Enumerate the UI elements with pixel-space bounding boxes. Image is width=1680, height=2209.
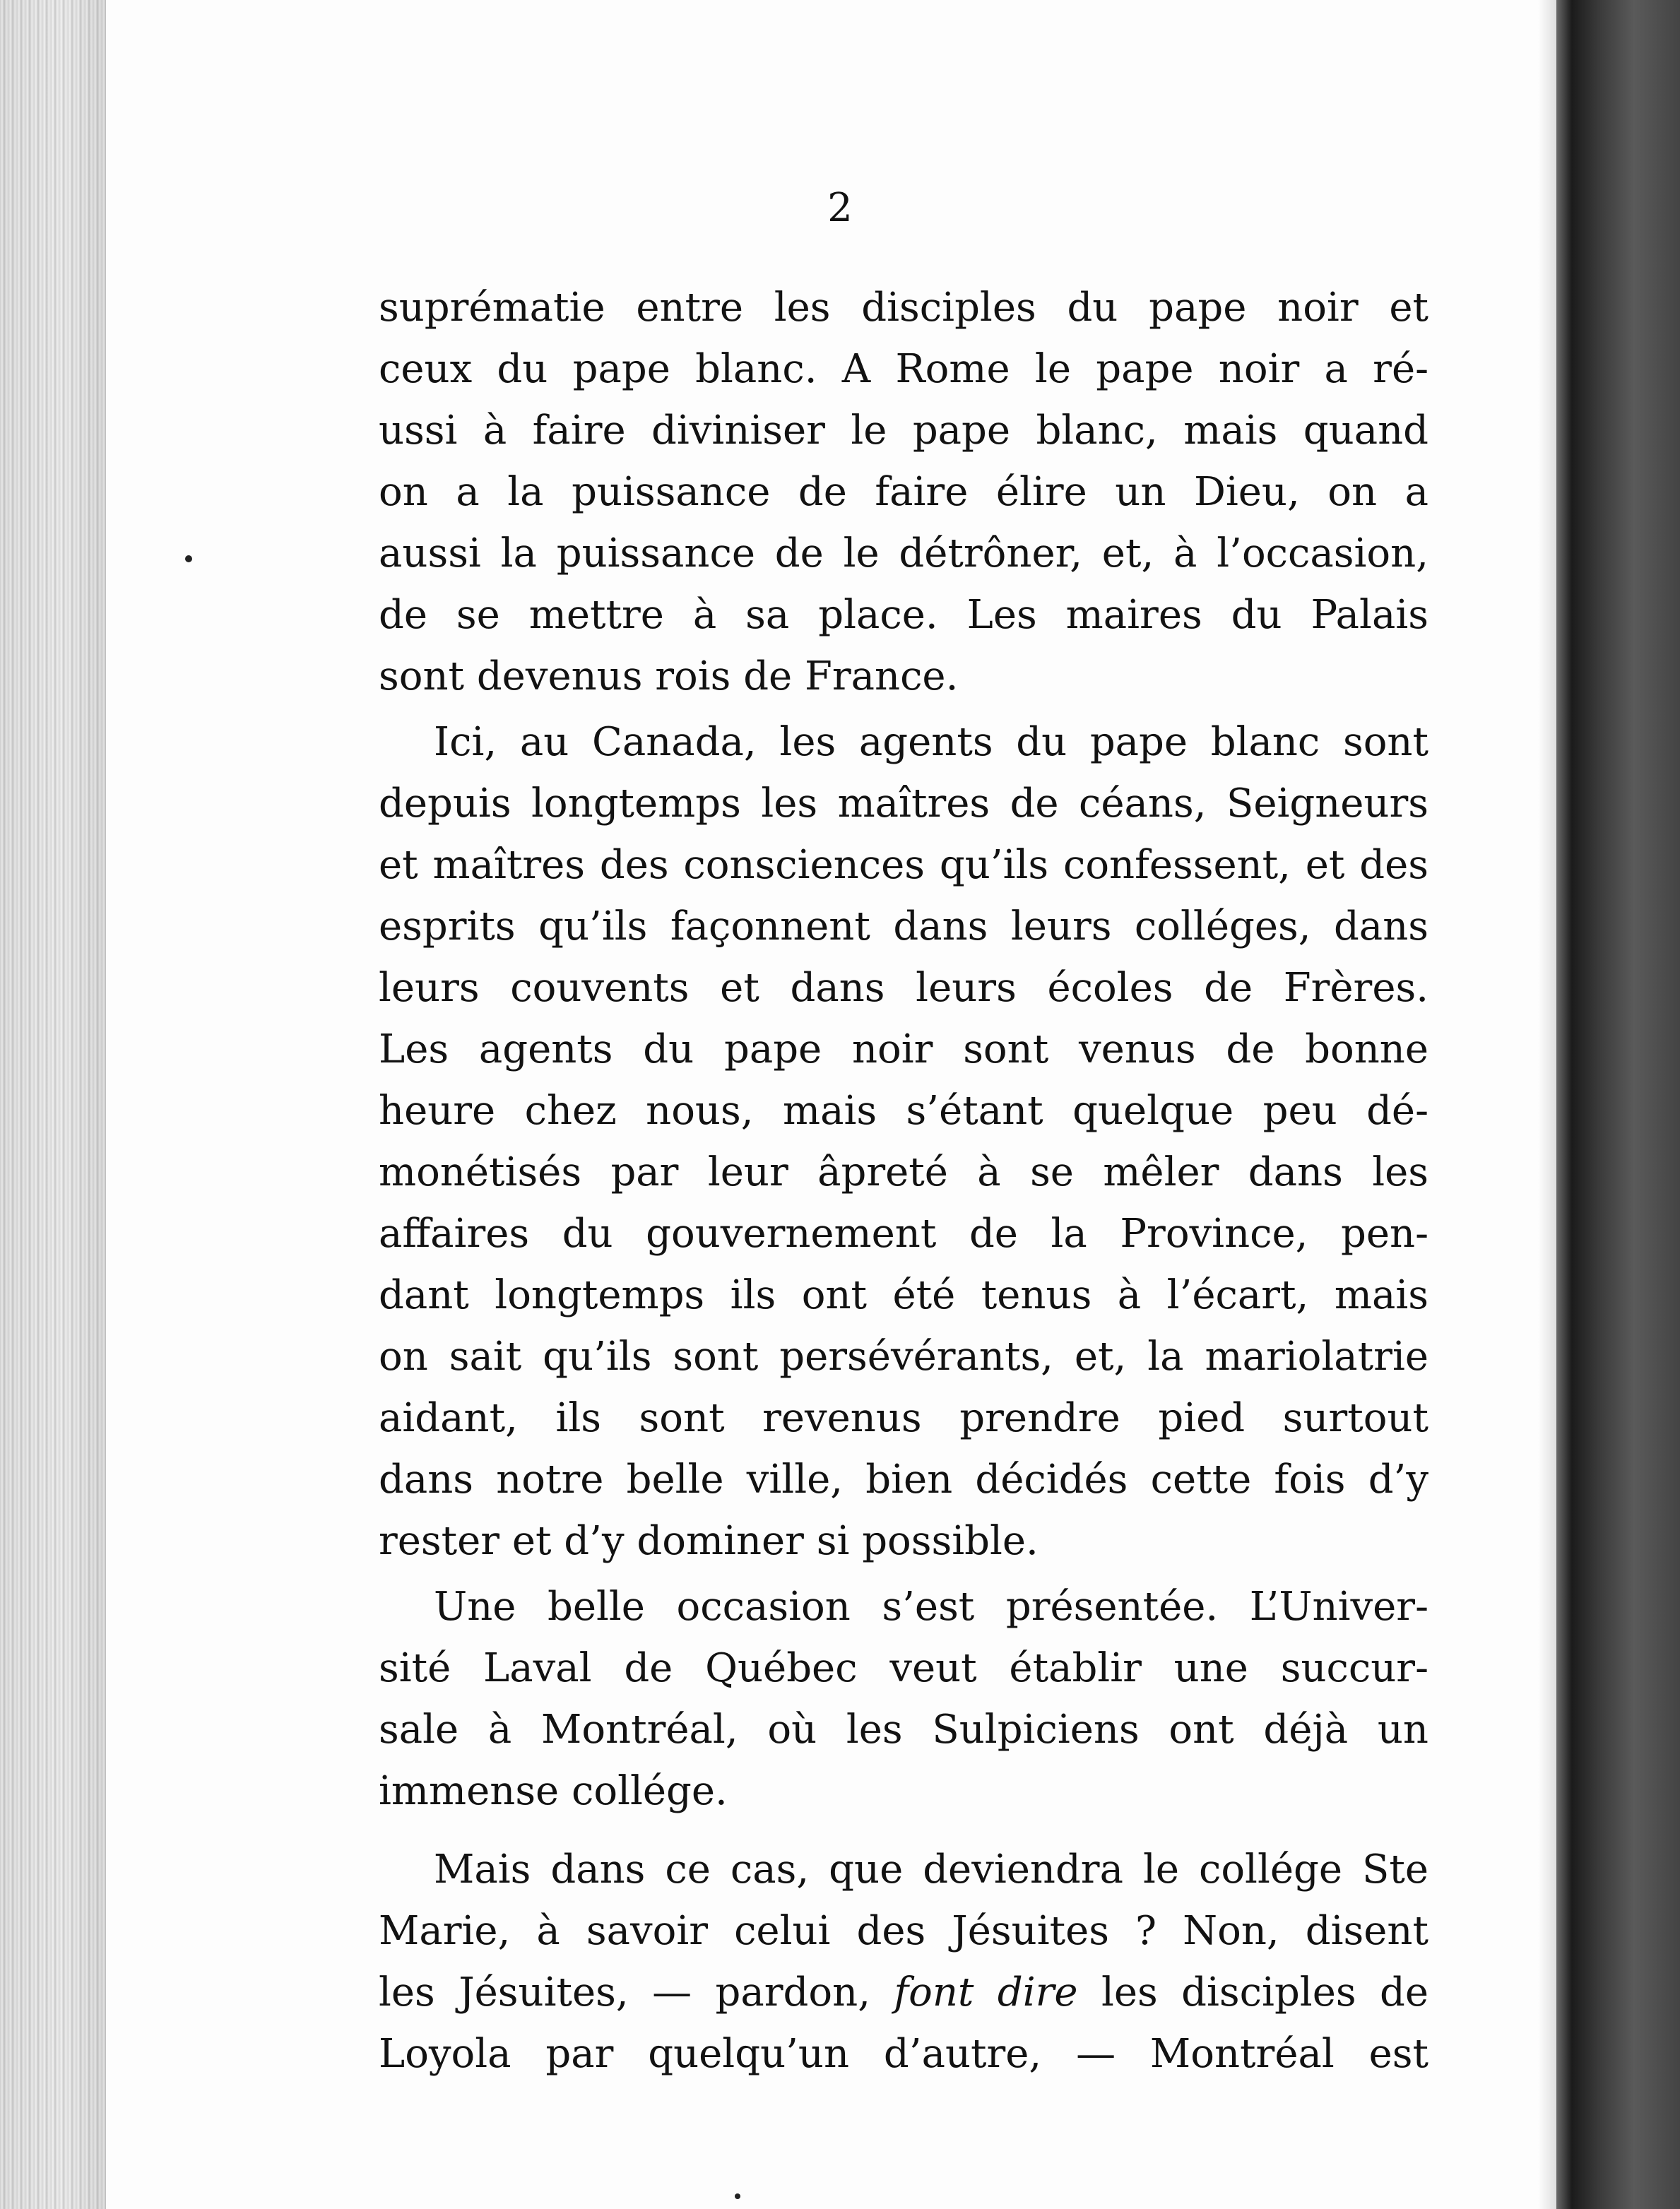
text-line: et maîtres des consciences qu’ils confessent, et des	[379, 842, 1428, 888]
text-line: depuis longtemps les maîtres de céans, Seigneurs	[379, 781, 1428, 827]
text-line: Marie, à savoir celui des Jésuites ? Non, disent	[379, 1908, 1428, 1954]
text-line: Ici, au Canada, les agents du pape blanc sont	[434, 719, 1428, 765]
text-line: immense collége.	[379, 1768, 728, 1814]
text-line: suprématie entre les disciples du pape noir et	[379, 285, 1428, 331]
binding-edge-right	[1556, 0, 1680, 2209]
text-run: les Jésuites, — pardon,	[379, 1970, 894, 2015]
text-line: Une belle occasion s’est présentée. L’Univer-	[434, 1584, 1428, 1630]
text-run: les disciples de	[1077, 1970, 1428, 2015]
text-line: aidant, ils sont revenus prendre pied surtout	[379, 1395, 1428, 1441]
text-line: rester et d’y dominer si possible.	[379, 1518, 1039, 1564]
speck-mark	[185, 555, 192, 562]
text-line: sale à Montréal, où les Sulpiciens ont déjà un	[379, 1707, 1428, 1753]
text-line: aussi la puissance de le détrôner, et, à l’occasion,	[379, 531, 1428, 576]
text-line: dant longtemps ils ont été tenus à l’écart, mais	[379, 1272, 1428, 1318]
text-line: heure chez nous, mais s’étant quelque peu dé-	[379, 1088, 1428, 1134]
paragraph-1	[379, 277, 1428, 707]
text-line: on a la puissance de faire élire un Dieu, on a	[379, 469, 1428, 515]
text-line-with-italic	[379, 1962, 1428, 2023]
text-line: sont devenus rois de France.	[379, 653, 959, 699]
body-text	[379, 277, 1428, 2085]
italic-run: font dire	[894, 1970, 1078, 2015]
text-line: ceux du pape blanc. A Rome le pape noir a ré-	[379, 346, 1428, 392]
text-line: de se mettre à sa place. Les maires du Palais	[379, 592, 1428, 638]
text-line: Loyola par quelqu’un d’autre, — Montréal est	[379, 2031, 1428, 2077]
page-edges-shadow	[0, 0, 106, 2209]
text-line: Mais dans ce cas, que deviendra le collége Ste	[434, 1847, 1428, 1893]
text-line: monétisés par leur âpreté à se mêler dans les	[379, 1149, 1428, 1195]
text-line: esprits qu’ils façonnent dans leurs colléges, dans	[379, 904, 1428, 949]
speck-mark	[735, 2193, 740, 2199]
text-line: affaires du gouvernement de la Province, pen-	[379, 1211, 1428, 1257]
text-line: leurs couvents et dans leurs écoles de Frères.	[379, 965, 1428, 1011]
paragraph-2	[379, 711, 1428, 1572]
text-line: Les agents du pape noir sont venus de bonne	[379, 1026, 1428, 1072]
text-line: on sait qu’ils sont persévérants, et, la mariolatrie	[379, 1334, 1428, 1380]
paragraph-4	[379, 1839, 1428, 2085]
binding-shadow	[1538, 0, 1556, 2209]
text-line: ussi à faire diviniser le pape blanc, mais quand	[379, 408, 1428, 454]
paragraph-3	[379, 1576, 1428, 1822]
page-number: 2	[827, 185, 853, 231]
text-line: dans notre belle ville, bien décidés cette fois d’y	[379, 1457, 1428, 1503]
text-line: sité Laval de Québec veut établir une succur-	[379, 1645, 1428, 1691]
